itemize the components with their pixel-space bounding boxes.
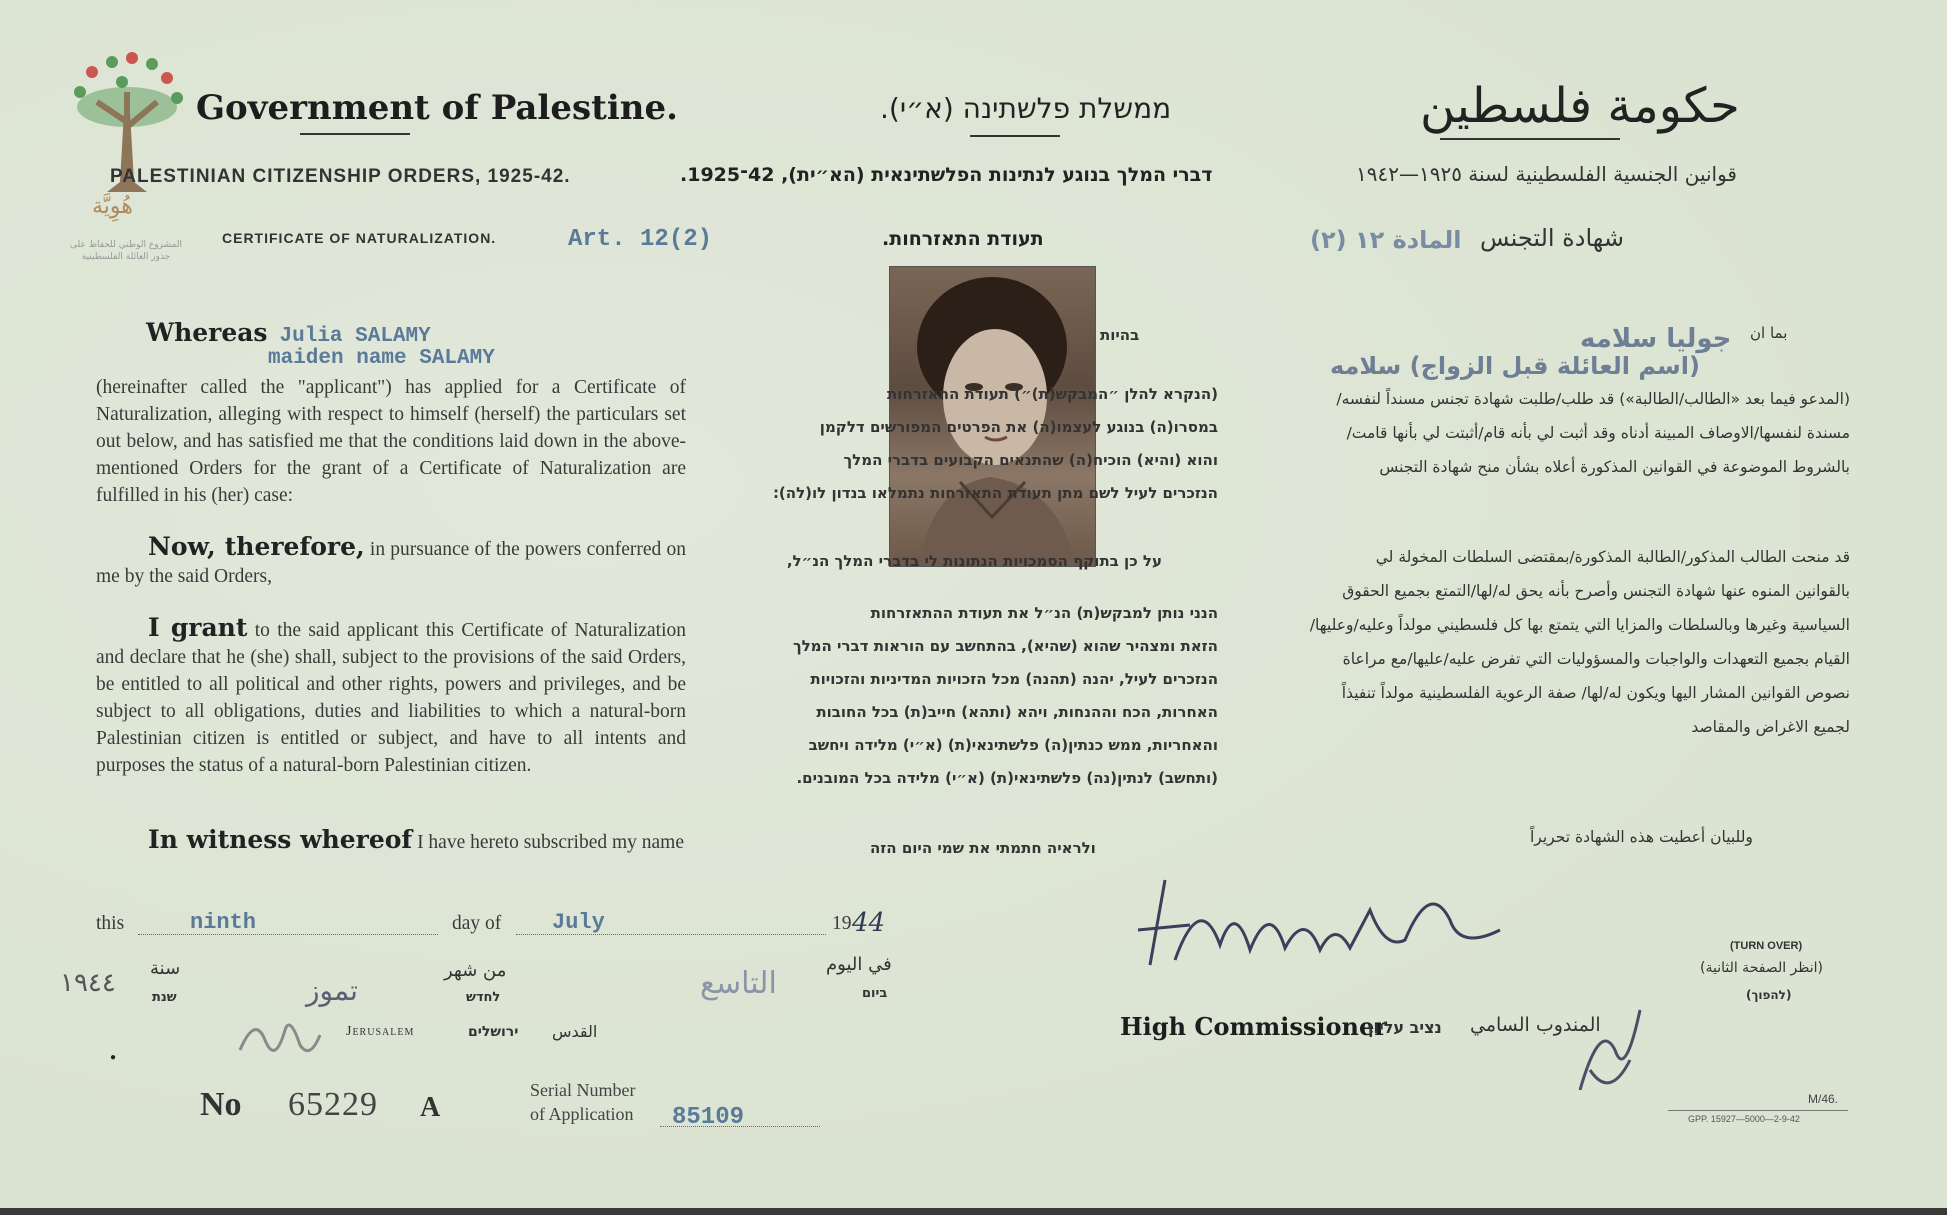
hebrew-line: במסרו(ה) בנוגע לעצמו(ה) את הפרטים המפורשים דלקמן xyxy=(819,418,1218,436)
applicant-name-typed: Julia SALAMY xyxy=(279,325,431,348)
he-month-label: לחדש xyxy=(466,990,501,1005)
ar-month-hand: تموز xyxy=(306,974,358,1007)
ar-year-hand: ١٩٤٤ xyxy=(60,968,116,998)
arabic-line: بالشروط الموضوعة في القوانين المذكورة أعلاه بشأن منح شهادة التجنس xyxy=(1379,458,1850,476)
ar-day-label: في اليوم xyxy=(826,954,892,975)
cert-hebrew: תעודת התאזרחות. xyxy=(882,228,1044,250)
cert-article-typed: Art. 12(2) xyxy=(568,226,713,253)
arabic-para-1 xyxy=(1266,382,1850,484)
watermark-line2: جذور العائلة الفلسطينية xyxy=(81,252,171,262)
english-grant-block xyxy=(96,614,686,779)
form-code-rule xyxy=(1668,1110,1848,1111)
date-year-printed: 19 xyxy=(832,913,852,934)
date-day-of-label: day of xyxy=(452,913,502,934)
grant-text: to the said applicant this Certificate of Naturalization and declare that he (she) shall, subject to the provisions of the said Orders, be entitled to all political and other rights, powers and privileges, and be subject to all obligations, duties and liabilities to which a natural-born Palestinian citizen is entitled or subject, and have to all intents and purposes the status of a natural-born Palestinian citizen. xyxy=(96,620,687,776)
arabic-para-2 xyxy=(1266,540,1850,744)
he-day-label: ביום xyxy=(862,986,888,1001)
application-number: 85109 xyxy=(672,1104,745,1131)
hebrew-whereas: בהיות xyxy=(1100,326,1140,344)
hebrew-grant xyxy=(736,597,1218,795)
date-this-label: this xyxy=(96,913,125,934)
cert-arabic-typed: (٢) المادة ١٢ xyxy=(1310,226,1462,254)
initials-scribble xyxy=(230,1010,330,1070)
arabic-line: (المدعو فيما بعد «الطالب/الطالبة») قد طلب/طلبت شهادة تجنس مسنداً لنفسه/ xyxy=(1336,390,1850,408)
arabic-line: بالقوانين المنوه عنها شهادة التجنس وأصرح بأنه يحق له/لها/التمتع بجميع الحقوق xyxy=(1342,582,1850,600)
date-day-dotline xyxy=(138,934,438,935)
watermark-logo-text: هُوِيَّة xyxy=(92,194,133,219)
arabic-name-typed: جوليا سلامه xyxy=(1580,324,1732,354)
watermark-logo xyxy=(62,52,192,262)
cert-english: CERTIFICATE OF NATURALIZATION. xyxy=(222,230,497,246)
title-underline-ar xyxy=(1440,138,1620,140)
paraph-scribble xyxy=(1570,1000,1650,1110)
now-text: in pursuance of the powers conferred on me by the said Orders, xyxy=(96,539,686,587)
date-day-typed: ninth xyxy=(190,910,257,935)
hc-hebrew: נציב עליון xyxy=(1368,1018,1442,1037)
hebrew-witness: ולראיה חתמתי את שמי היום הזה xyxy=(870,839,1096,857)
hc-english: High Commissioner xyxy=(1120,1012,1387,1041)
hebrew-line: האחרות, הכח וההנחות, ויהא (ותהא) חייב(ת) בכל החובות xyxy=(816,703,1218,721)
now-label: Now, therefore, xyxy=(148,532,365,561)
hc-arabic: المندوب السامي xyxy=(1470,1014,1601,1036)
serial-suffix: A xyxy=(420,1092,441,1123)
ar-year-label: سنة xyxy=(150,958,181,979)
serial-app-label2: of Application xyxy=(530,1104,634,1124)
date-year-hand: 44 xyxy=(852,908,886,938)
orders-hebrew: דברי המלך בנוגע לנתינות הפלשתינאית (הא״ית), 42־1925. xyxy=(680,164,1213,186)
maiden-name-typed: maiden name SALAMY xyxy=(268,347,495,370)
form-code: M/46. xyxy=(1808,1092,1839,1106)
turn-over-he: (להפוך) xyxy=(1746,988,1792,1002)
grant-label: I grant xyxy=(148,613,248,642)
high-commissioner-signature xyxy=(1130,870,1530,980)
hebrew-para-1 xyxy=(736,378,1218,510)
signature-text xyxy=(1150,878,1151,879)
hebrew-line: (הנקרא להלן ״המבקש(ת)״) תעודת התאזרחות xyxy=(887,385,1218,403)
orders-arabic: قوانين الجنسية الفلسطينية لسنة ١٩٢٥—١٩٤٢ xyxy=(1356,162,1737,186)
english-para-1: (hereinafter called the "applicant") has applied for a Certificate of Naturalization, alleging with respect to himself (herself) the particulars set out below, and has satisfied me that the conditions laid down in the above-mentioned Orders for the grant of a Certificate of Naturalization are fulfilled in his (her) case: xyxy=(96,377,686,506)
cert-arabic: شهادة التجنس xyxy=(1480,224,1624,252)
arabic-ban: بما ان xyxy=(1750,324,1788,342)
arabic-line: لجميع الاغراض والمقاصد xyxy=(1691,718,1850,736)
date-month-typed: July xyxy=(552,910,605,935)
ar-day-hand: التاسع xyxy=(700,966,777,1001)
hebrew-now: על כן בתוקף הסמכויות הנתונות לי בדברי המלך הנ״ל, xyxy=(786,552,1162,570)
arabic-line: قد منحت الطالب المذكور/الطالبة المذكورة/بمقتضى السلطات المخولة لي xyxy=(1375,548,1850,566)
hebrew-line: הנזכרים לעיל לשם מתן תעודת התאזרחות נתמלאו בנדון לו(לה): xyxy=(772,484,1218,502)
title-hebrew: ממשלת פלשתינה (א״י). xyxy=(880,92,1172,125)
place-arabic: القدس xyxy=(552,1022,598,1041)
whereas-label: Whereas xyxy=(146,318,268,347)
serial-app-label1: Serial Number xyxy=(530,1080,636,1100)
turn-over-ar: (انظر الصفحة الثانية) xyxy=(1700,960,1824,976)
serial-number: 65229 xyxy=(288,1086,378,1123)
arabic-line: القيام بجميع التعهدات والواجبات والمسؤوليات التي تفرض عليه/عليها/مع مراعاة xyxy=(1342,650,1850,668)
watermark-line1: المشروع الوطني للحفاظ على xyxy=(69,240,182,250)
arabic-line: نصوص القوانين المشار اليها ويكون له/لها/ صفة الرعوية الفلسطينية مولداً تنفيذاً xyxy=(1341,684,1850,702)
orders-english: PALESTINIAN CITIZENSHIP ORDERS, 1925-42. xyxy=(110,166,571,187)
english-witness-block xyxy=(148,826,684,856)
hebrew-line: הנני נותן למבקש(ת) הנ״ל את תעודת ההתאזרחות xyxy=(870,604,1218,622)
arabic-maiden-typed: (اسم العائلة قبل الزواج) سلامه xyxy=(1330,352,1700,380)
title-underline-en xyxy=(300,133,410,135)
arabic-line: مسندة لنفسها/الاوصاف المبينة أدناه وقد أثبت لي بأنه قام/أثبتت لي بأنها قامت/ xyxy=(1346,424,1850,442)
arabic-witness: وللبيان أعطيت هذه الشهادة تحريراً xyxy=(1530,828,1753,846)
place-english: Jerusalem xyxy=(346,1024,415,1039)
ar-month-label: من شهر xyxy=(444,960,507,981)
serial-no-label: No xyxy=(200,1086,242,1123)
document-bottom-edge xyxy=(0,1208,1947,1215)
english-now-block xyxy=(96,533,686,590)
hebrew-line: (ותחשב) לנתין(נה) פלשתינאי(ת) (א״י) מלידה בכל המובנים. xyxy=(796,769,1218,787)
hebrew-line: הזאת ומצהיר שהוא (שהיא), בהתחשב עם הוראות דברי המלך xyxy=(792,637,1218,655)
title-underline-he xyxy=(970,135,1060,137)
hebrew-line: הנזכרים לעיל, יהנה (תהנה) מכל הזכויות המדיניות והזכויות xyxy=(810,670,1218,688)
he-year-label: שנת xyxy=(152,990,177,1005)
place-hebrew: ירושלים xyxy=(468,1024,519,1040)
hebrew-line: והוא (והיא) הוכיח(ה) שהתנאים הקבועים בדברי המלך xyxy=(843,451,1218,469)
print-code: GPP. 15927—5000—2-9-42 xyxy=(1688,1114,1800,1124)
hebrew-line: והאחריות, ממש כנתין(ה) פלשתינאי(ת) (א״י) מלידה ויחשב xyxy=(808,736,1218,754)
title-arabic: حكومة فلسطين xyxy=(1420,78,1740,134)
witness-text: I have hereto subscribed my name xyxy=(417,832,685,853)
bullet-mark: ● xyxy=(110,1052,117,1063)
whereas-block xyxy=(146,318,431,348)
turn-over-en: (TURN OVER) xyxy=(1730,940,1803,952)
witness-label: In witness whereof xyxy=(148,825,413,854)
arabic-line: السياسية وغيرها وبالسلطات والمزايا التي يتمتع بها كل فلسطيني مولداً وعليه/وعليها/ xyxy=(1309,616,1850,634)
title-english: Government of Palestine. xyxy=(196,88,678,128)
